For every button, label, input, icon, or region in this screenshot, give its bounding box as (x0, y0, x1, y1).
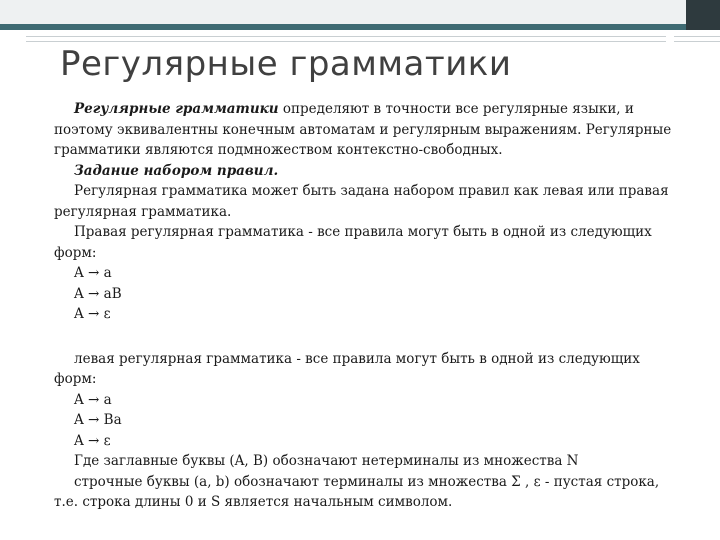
header-light-stripe (0, 0, 720, 24)
left-rule: A → Ba (74, 412, 122, 428)
right-rule: A → ε (74, 306, 111, 322)
right-rule: A → a (74, 265, 112, 281)
intro-term: Регулярные грамматики (74, 101, 279, 117)
header-dark-block (686, 0, 720, 30)
slide-body (54, 99, 686, 513)
nonterminals-paragraph: Где заглавные буквы (A, B) обозначают нетерминалы из множества N (74, 453, 579, 469)
title-separator-line-right (674, 36, 720, 42)
intro-paragraph (54, 99, 686, 161)
title-separator-line (26, 36, 666, 42)
section-heading-paragraph (54, 161, 686, 182)
right-rule: A → aB (74, 285, 122, 302)
paragraph-gap (54, 325, 686, 349)
header-teal-stripe (0, 24, 686, 30)
left-rule: A → a (74, 391, 112, 408)
terminals-paragraph: строчные буквы (a, b) обозначают терминалы из множества Σ , ε - пустая строка, т.е. строка длины 0 и S является начальным символом. (54, 473, 660, 510)
slide-header-band (0, 0, 720, 30)
section-heading: Задание набором правил. (74, 162, 279, 179)
intro-text: определяют в точности все регулярные языки, и поэтому эквивалентны конечным автоматам и регулярным выражениям. Регулярные грамматики являются подмножеством контекстно-свободных. (54, 101, 672, 158)
left-grammar-paragraph: левая регулярная грамматика - все правила могут быть в одной из следующих форм: (54, 350, 640, 387)
right-grammar-paragraph: Правая регулярная грамматика - все правила могут быть в одной из следующих форм: (54, 224, 652, 261)
definition-paragraph: Регулярная грамматика может быть задана набором правил как левая или правая регулярная грамматика. (54, 183, 669, 220)
left-rule: A → ε (74, 432, 111, 449)
slide-title: Регулярные грамматики (60, 44, 512, 84)
